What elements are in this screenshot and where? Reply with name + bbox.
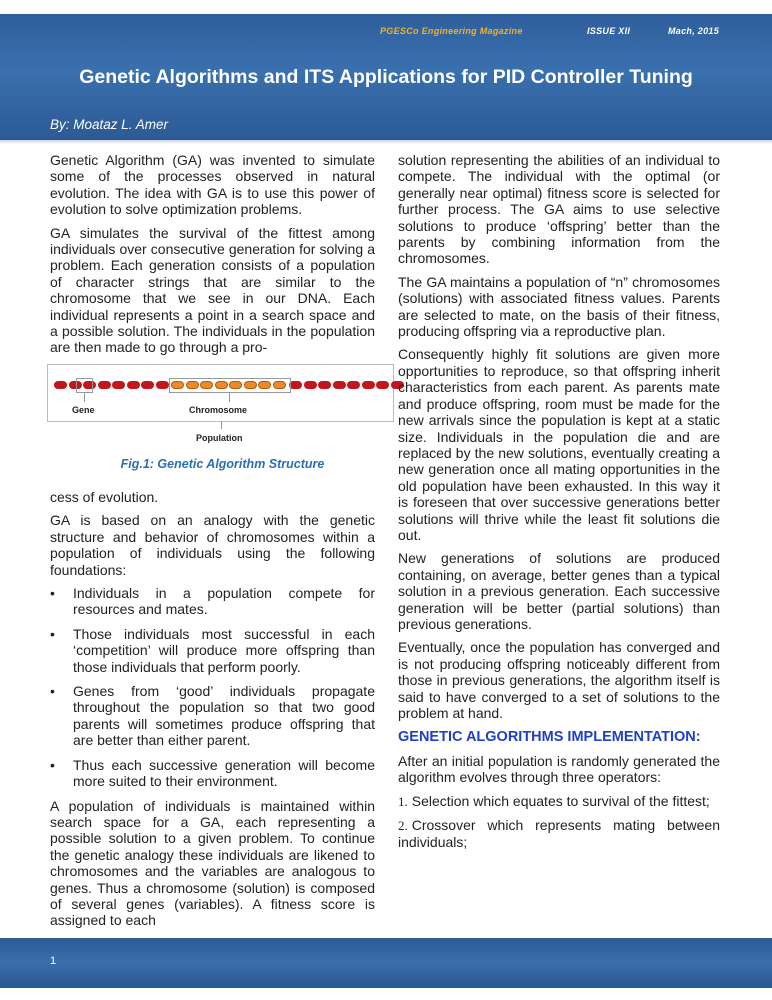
section-heading: GENETIC ALGORITHMS IMPLEMENTATION: (398, 729, 701, 746)
numbered-item (398, 817, 720, 851)
magazine-name: PGESCo Engineering Magazine (380, 26, 523, 36)
paragraph: New generations of solutions are produced containing, on average, better genes than a typical solution in a previous generation. Each successive generation will be better (partial solutions) than previous generations. (398, 550, 720, 632)
item-text: Crossover which represents mating between individuals; (398, 817, 720, 851)
paragraph: GA simulates the survival of the fittest among individuals over consecutive generation for solving a problem. Each generation consists of a population of character strings that are similar to the chromosome that we see in our DNA. Each individual represents a point in a search space and a possible solution. The individuals in the population are then made to go through a pro- (50, 224, 375, 356)
paragraph: cess of evolution. (50, 489, 159, 505)
page-header (0, 14, 772, 140)
item-number: 2. (398, 818, 408, 834)
gene (112, 381, 125, 389)
chromosome-pointer (229, 392, 230, 402)
paragraph: A population of individuals is maintained within search space for a GA, each representing a possible solution to a given problem. To continue the genetic analogy these individuals are likened to chromosomes and the variables are analogous to genes. Thus a chromosome (solution) is composed of several genes (variables). A fitness score is assigned to each (50, 797, 375, 929)
column-2 (398, 152, 720, 858)
list-item: • Those individuals most successful in each ‘competition’ will produce more offspring than those individuals that perform poorly. (50, 626, 375, 675)
gene (376, 381, 389, 389)
paragraph: Genetic Algorithm (GA) was invented to simulate some of the processes observed in natural evolution. The idea with GA is to use this power of evolution to solve optimization problems. (50, 152, 375, 218)
gene (318, 381, 331, 389)
gene-highlight-box (76, 378, 93, 393)
paragraph: The GA maintains a population of “n” chromosomes (solutions) with associated fitness values. Parents are selected to mate, on the basis of their fitness, producing offspring via a reproductive plan. (398, 273, 720, 340)
population-pointer (221, 421, 222, 429)
gene (333, 381, 346, 389)
gene (127, 381, 140, 389)
page-footer (0, 938, 772, 988)
list-item: • Individuals in a population compete for resources and mates. (50, 585, 375, 618)
list-item: • Thus each successive generation will become more suited to their environment. (50, 757, 375, 790)
gene-pointer (84, 392, 85, 402)
population-label: Population (196, 433, 243, 443)
ga-structure-figure (47, 364, 394, 422)
issue-date: Mach, 2015 (668, 26, 720, 36)
item-text: Selection which equates to survival of the fittest; (411, 792, 710, 809)
gene (347, 381, 360, 389)
column-1-bottom (50, 489, 375, 936)
chromosome-highlight-box (169, 378, 291, 393)
foundations-list (50, 585, 375, 789)
gene (98, 381, 111, 389)
gene (362, 381, 375, 389)
author-byline: By: Moataz L. Amer (50, 117, 169, 132)
issue-number: ISSUE XII (587, 26, 631, 36)
paragraph: GA is based on an analogy with the genetic structure and behavior of chromosomes within a population of individuals using the following foundations: (50, 512, 375, 578)
chromosome-label: Chromosome (189, 405, 248, 415)
column-1-top (50, 152, 375, 363)
gene (304, 381, 317, 389)
list-item: • Genes from ‘good’ individuals propagate throughout the population so that two good parents will sometimes produce offspring that are better than either parent. (50, 683, 375, 749)
page-number: 1 (50, 955, 57, 967)
paragraph: Consequently highly fit solutions are given more opportunities to reproduce, so that offspring inherit characteristics from each parent. As parents mate and produce offspring, room must be made for the new arrivals since the population is kept at a static size. Individuals in the population die and are replaced by the new solutions, eventually creating a new generation once all mating opportunities in the old population have been exhausted. In this way it is foreseen that over successive generations better solutions will thrive while the least fit solutions die out. (398, 346, 720, 543)
item-number: 1. (398, 793, 408, 809)
gene-label: Gene (72, 405, 95, 415)
gene (141, 381, 154, 389)
gene (156, 381, 169, 389)
paragraph: solution representing the abilities of an individual to compete. The individual with the optimal (or generally near optimal) fitness score is selected for further process. The GA aims to use selective solutions to produce ‘offspring’ better than the parents by combining information from the chromosomes. (398, 152, 720, 267)
paragraph: After an initial population is randomly generated the algorithm evolves through three operators: (398, 752, 720, 786)
figure-caption: Fig.1: Genetic Algorithm Structure (120, 457, 325, 471)
paragraph: Eventually, once the population has converged and is not producing offspring noticeably different from those in previous generations, the algorithm itself is said to have converged to a set of solutions to the problem at hand. (398, 639, 720, 721)
numbered-item (398, 793, 720, 810)
header-divider (0, 140, 772, 144)
article-title: Genetic Algorithms and ITS Applications for PID Controller Tuning (79, 66, 693, 88)
gene (54, 381, 67, 389)
